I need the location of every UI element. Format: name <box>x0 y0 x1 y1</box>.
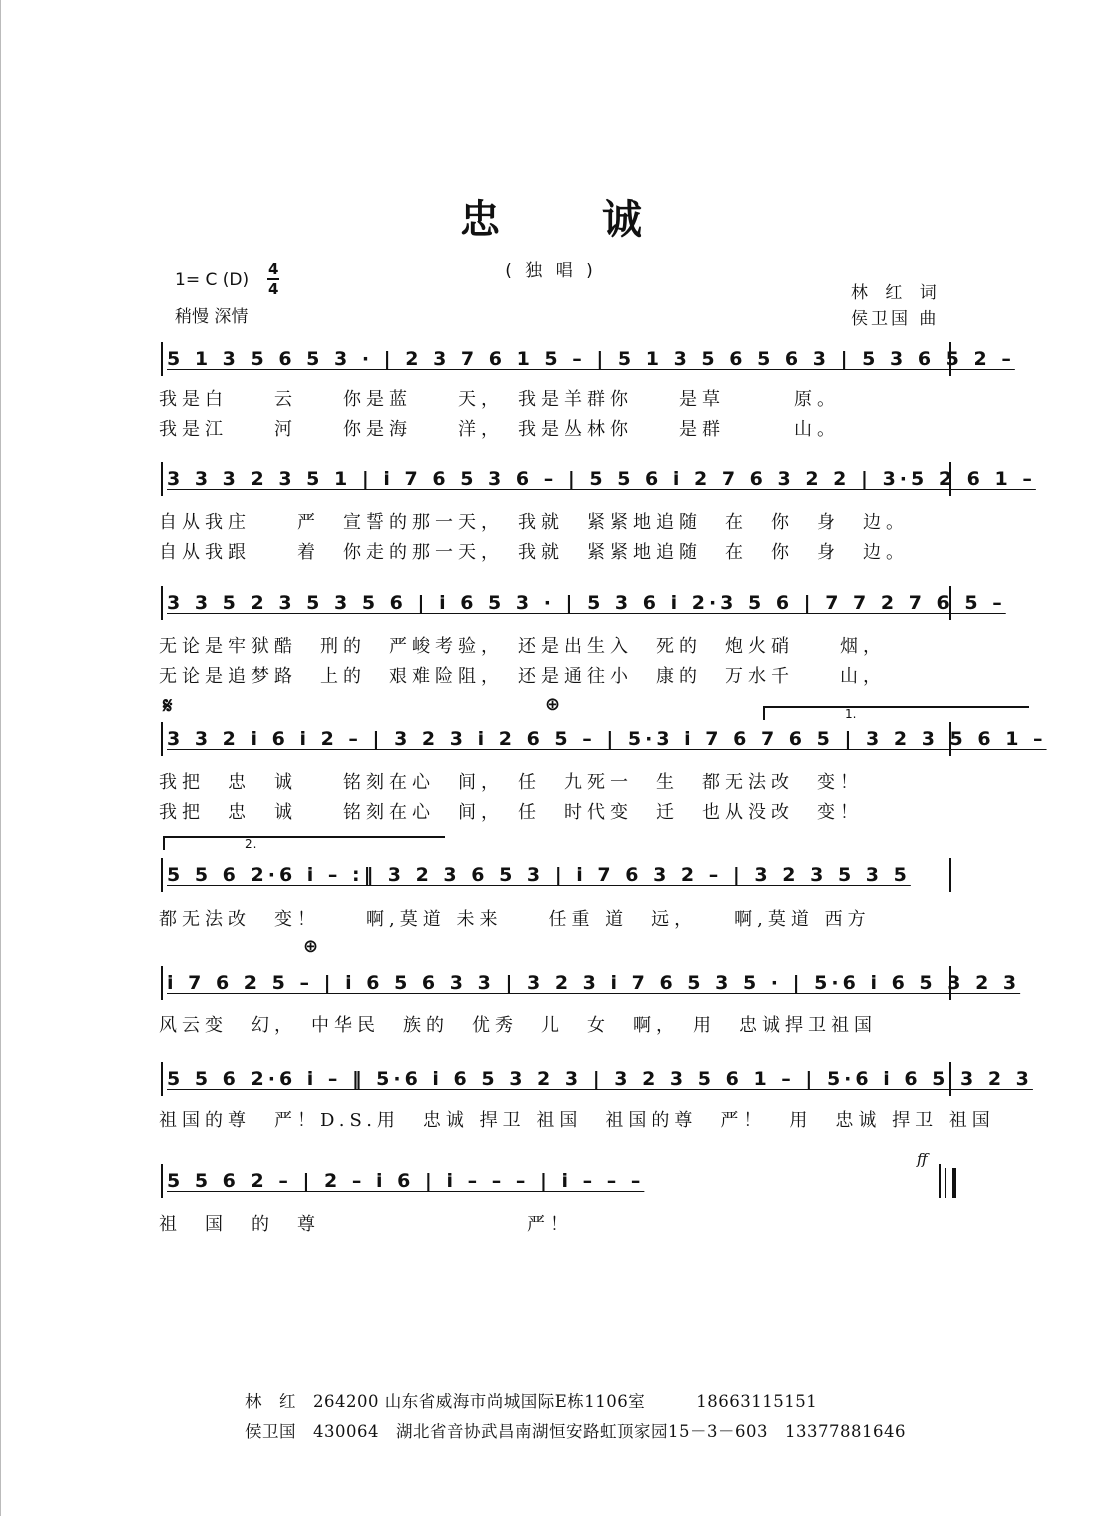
notation-line: 5 5 6 2·6 i – :‖ 3 2 3 6 5 3 | i 7 6 3 2 – | 3 2 3 5 3 5 <box>161 858 951 892</box>
performance-type: ( 独 唱 ) <box>505 261 597 281</box>
contact-line: 林 红 264200 山东省威海市尚城国际E栋1106室 18663115151 <box>245 1392 818 1411</box>
lyric-line: 自从我庄 严 宣誓的那一天， 我就 紧紧地追随 在 你 身 边。 <box>159 512 909 533</box>
segno-mark: 𝄋 <box>163 694 173 719</box>
lyric-line: 自从我跟 着 你走的那一天， 我就 紧紧地追随 在 你 身 边。 <box>159 542 909 563</box>
time-signature-bottom: 4 <box>268 280 279 298</box>
dynamic-marking: ff <box>917 1150 928 1168</box>
time-signature <box>267 260 279 298</box>
lyric-line: 我把 忠 诚 铭刻在心 间， 任 时代变 迁 也从没改 变！ <box>159 802 863 823</box>
notation-line: 3 3 3 2 3 5 1 | i 7 6 5 3 6 – | 5 5 6 i 2 7 6 3 2 2 | 3·5 2 6 1 – <box>161 462 951 496</box>
lyric-line: 我是白 云 你是蓝 天， 我是羊群你 是草 原。 <box>159 389 840 410</box>
notation-line: 5 5 6 2 – | 2 – i 6 | i – – – | i – – – <box>161 1164 941 1198</box>
second-ending-bracket: 2. <box>163 836 445 850</box>
lyric-line: 风云变 幻， 中华民 族的 优秀 儿 女 啊， 用 忠诚捍卫祖国 <box>159 1015 877 1036</box>
time-signature-top: 4 <box>268 260 279 278</box>
tempo-marking: 稍慢 深情 <box>175 307 249 327</box>
notation-line: 3 3 2 i 6 i 2 – | 3 2 3 i 2 6 5 – | 5·3 i 7 6 7 6 5 | 3 2 3 5 6 1 – <box>161 722 951 756</box>
song-title: 忠 诚 <box>460 196 686 243</box>
lyric-line: 无论是牢狱酷 刑的 严峻考验， 还是出生入 死的 炮火硝 烟， <box>159 636 886 657</box>
contact-line: 侯卫国 430064 湖北省音协武昌南湖恒安路虹顶家园15－3－603 13377881646 <box>245 1422 906 1441</box>
lyric-line: 无论是追梦路 上的 艰难险阻， 还是通往小 康的 万水千 山， <box>159 666 886 687</box>
lyric-line: 我是江 河 你是海 洋， 我是丛林你 是群 山。 <box>159 419 840 440</box>
composer-credit: 侯卫国 曲 <box>851 309 940 329</box>
lyricist-credit: 林 红 词 <box>851 283 943 303</box>
key-signature: 1= C (D) <box>175 270 250 290</box>
notation-line: i 7 6 2 5 – | i 6 5 6 3 3 | 3 2 3 i 7 6 5 3 5 · | 5·6 i 6 5 3 2 3 <box>161 966 951 1000</box>
first-ending-bracket: 1. <box>763 706 1029 720</box>
coda-mark: ⊕ <box>303 936 319 957</box>
lyric-line: 我把 忠 诚 铭刻在心 间， 任 九死一 生 都无法改 变！ <box>159 772 863 793</box>
final-barline <box>945 1168 956 1198</box>
notation-line: 5 5 6 2·6 i – ‖ 5·6 i 6 5 3 2 3 | 3 2 3 5 6 1 – | 5·6 i 6 5 3 2 3 <box>161 1062 951 1096</box>
lyric-line: 祖 国 的 尊 严！ <box>159 1214 573 1235</box>
lyric-line: 祖国的尊 严！D.S.用 忠诚 捍卫 祖国 祖国的尊 严！ 用 忠诚 捍卫 祖国 <box>159 1110 995 1131</box>
notation-line: 5 1 3 5 6 5 3 · | 2 3 7 6 1 5 – | 5 1 3 5 6 5 6 3 | 5 3 6 5 2 – <box>161 342 951 376</box>
notation-line: 3 3 5 2 3 5 3 5 6 | i 6 5 3 · | 5 3 6 i 2·3 5 6 | 7 7 2 7 6 5 – <box>161 586 951 620</box>
coda-mark: ⊕ <box>545 694 561 715</box>
lyric-line: 都无法改 变！ 啊,莫道 未来 任重 道 远， 啊,莫道 西方 <box>159 909 871 930</box>
